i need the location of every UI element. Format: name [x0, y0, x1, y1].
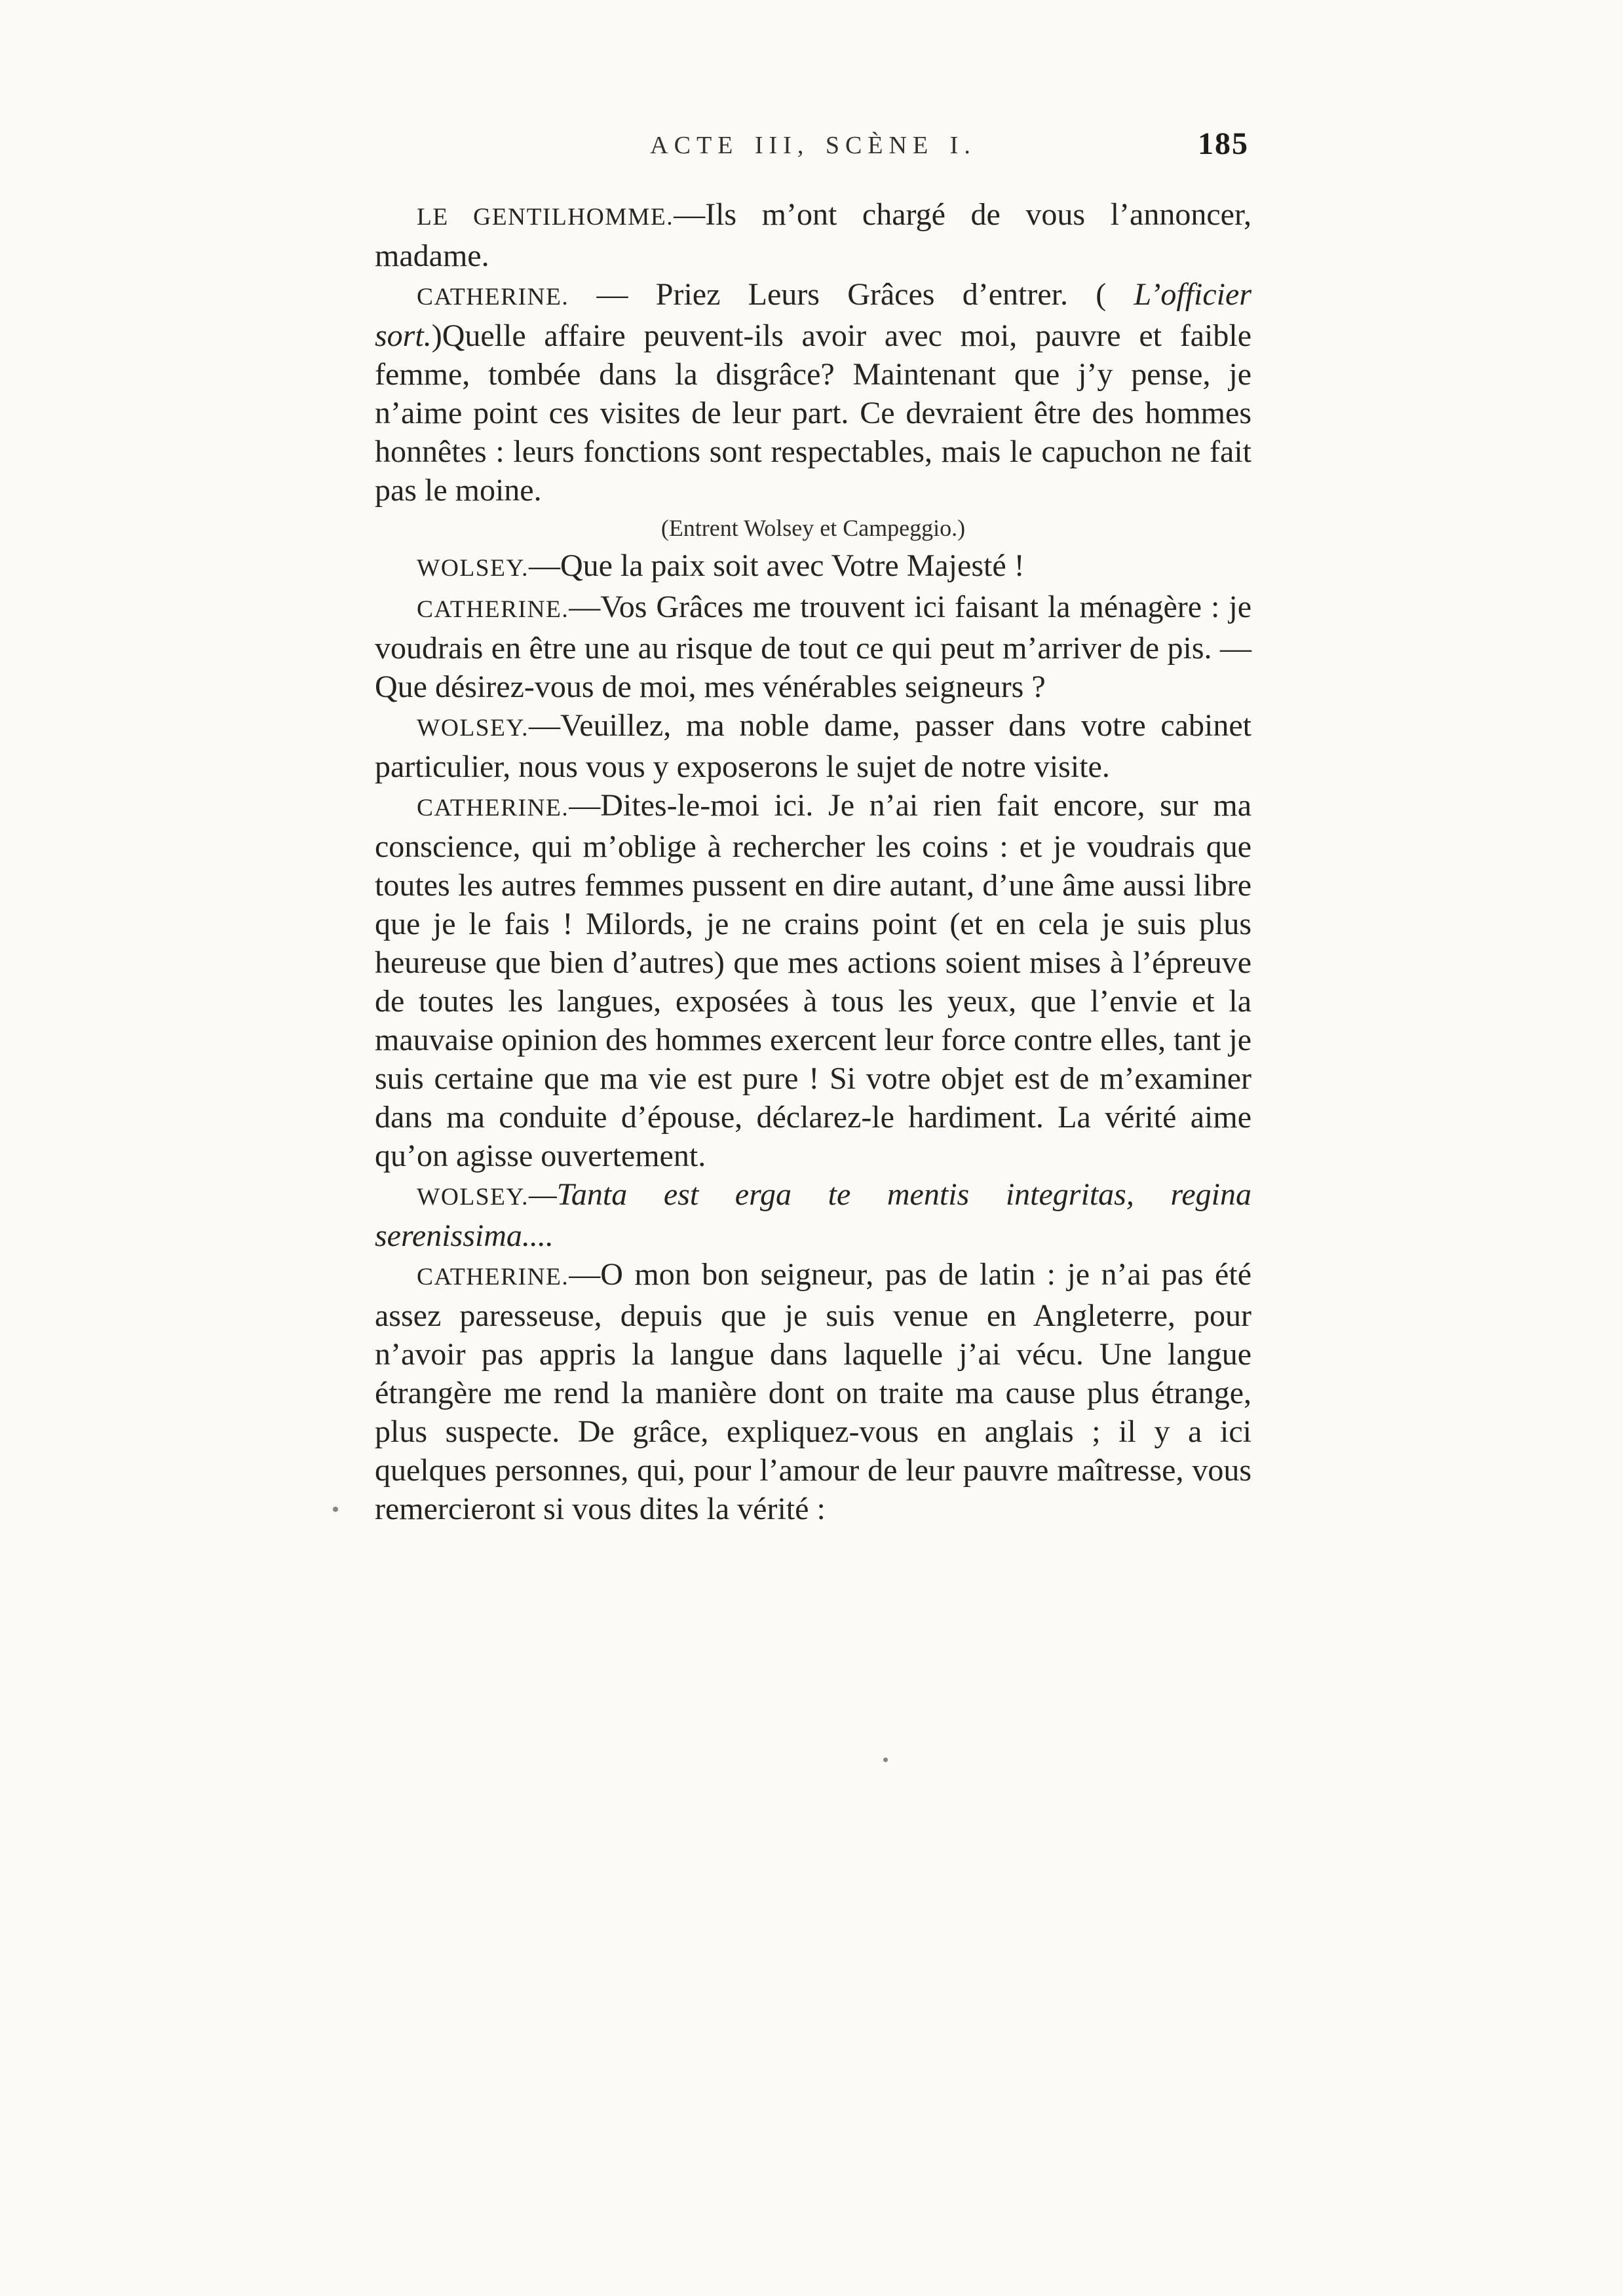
speech-text: —Dites-le-moi ici. Je n’ai rien fait encore, sur ma conscience, qui m’oblige à rechercher les coins : et je voudrais que toutes les autres femmes pussent en dire autant, d’une âme aussi libre que je le fais ! Milords, je ne crains point (et en cela je suis plus heureuse que bien d’autres) que mes actions soient mises à l’épreuve de toutes les langues, exposées à tous les yeux, que l’envie et la mauvaise opinion des hommes exercent leur force contre elles, tant je suis certaine que ma vie est pure ! Si votre objet est de m’examiner dans ma conduite d’épouse, déclarez-le hardiment. La vérité aime qu’on agisse ouvertement. — [375, 788, 1251, 1173]
text-column — [375, 126, 1252, 1528]
speech-text: —Veuillez, ma noble dame, passer dans votre cabinet particulier, nous vous y exposerons le sujet de notre visite. — [375, 708, 1251, 784]
speaker-name: WOLSEY. — [417, 715, 529, 742]
speech-text: —Vos Grâces me trouvent ici faisant la ménagère : je voudrais en être une au risque de tout ce qui peut m’arriver de pis. — Que désirez-vous de moi, mes vénérables seigneurs ? — [375, 590, 1251, 704]
speech-text: — Priez Leurs Grâces d’entrer. ( — [569, 277, 1134, 312]
running-header: ACTE III, SCÈNE I. — [650, 132, 976, 159]
speech-paragraph — [375, 1175, 1251, 1255]
speech-text: —O mon bon seigneur, pas de latin : je n’ai pas été assez paresseuse, depuis que je suis venue en Angleterre, pour n’avoir pas appris la langue dans laquelle j’ai vécu. Une langue étrangère me rend la manière dont on traite ma cause plus étrange, plus suspecte. De grâce, expliquez-vous en anglais ; il y a ici quelques personnes, qui, pour l’amour de leur pauvre maîtresse, vous remercieront si vous dites la vérité : — [375, 1257, 1251, 1526]
scan-speck — [333, 1507, 338, 1512]
speaker-name: LE GENTILHOMME. — [417, 204, 674, 231]
speaker-name: CATHERINE. — [417, 795, 569, 821]
speech-paragraph — [375, 195, 1251, 275]
stage-direction — [375, 510, 1251, 546]
speech-text: —Que la paix soit avec Votre Majesté ! — [528, 548, 1025, 583]
text-block — [375, 195, 1251, 1528]
speaker-name: WOLSEY. — [417, 1184, 529, 1211]
speaker-name: CATHERINE. — [417, 596, 569, 623]
speech-paragraph — [375, 275, 1251, 510]
speech-text: —Ils m’ont chargé de vous l’annoncer, madame. — [375, 197, 1252, 273]
speech-paragraph — [375, 1255, 1251, 1528]
speech-paragraph — [375, 546, 1251, 588]
speech-paragraph — [375, 706, 1251, 786]
italic-text: —Tanta est erga te mentis integritas, regina serenissima.... — [375, 1177, 1251, 1253]
page-number: 185 — [1198, 126, 1249, 161]
scan-speck — [883, 1758, 888, 1762]
italic-text: L’officier sort. — [375, 277, 1251, 353]
speech-text: )Quelle affaire peuvent-ils avoir avec moi, pauvre et faible femme, tombée dans la disgrâce? Maintenant que j’y pense, je n’aime point ces visites de leur part. Ce devraient être des hommes honnêtes : leurs fonctions sont respectables, mais le capuchon ne fait pas le moine. — [375, 318, 1251, 508]
speaker-name: CATHERINE. — [417, 284, 569, 311]
stage-text: (Entrent Wolsey et Campeggio.) — [660, 515, 966, 541]
speaker-name: CATHERINE. — [417, 1264, 569, 1290]
speech-paragraph — [375, 588, 1251, 706]
page-header — [375, 126, 1251, 178]
speech-paragraph — [375, 786, 1251, 1175]
speaker-name: WOLSEY. — [417, 555, 529, 582]
